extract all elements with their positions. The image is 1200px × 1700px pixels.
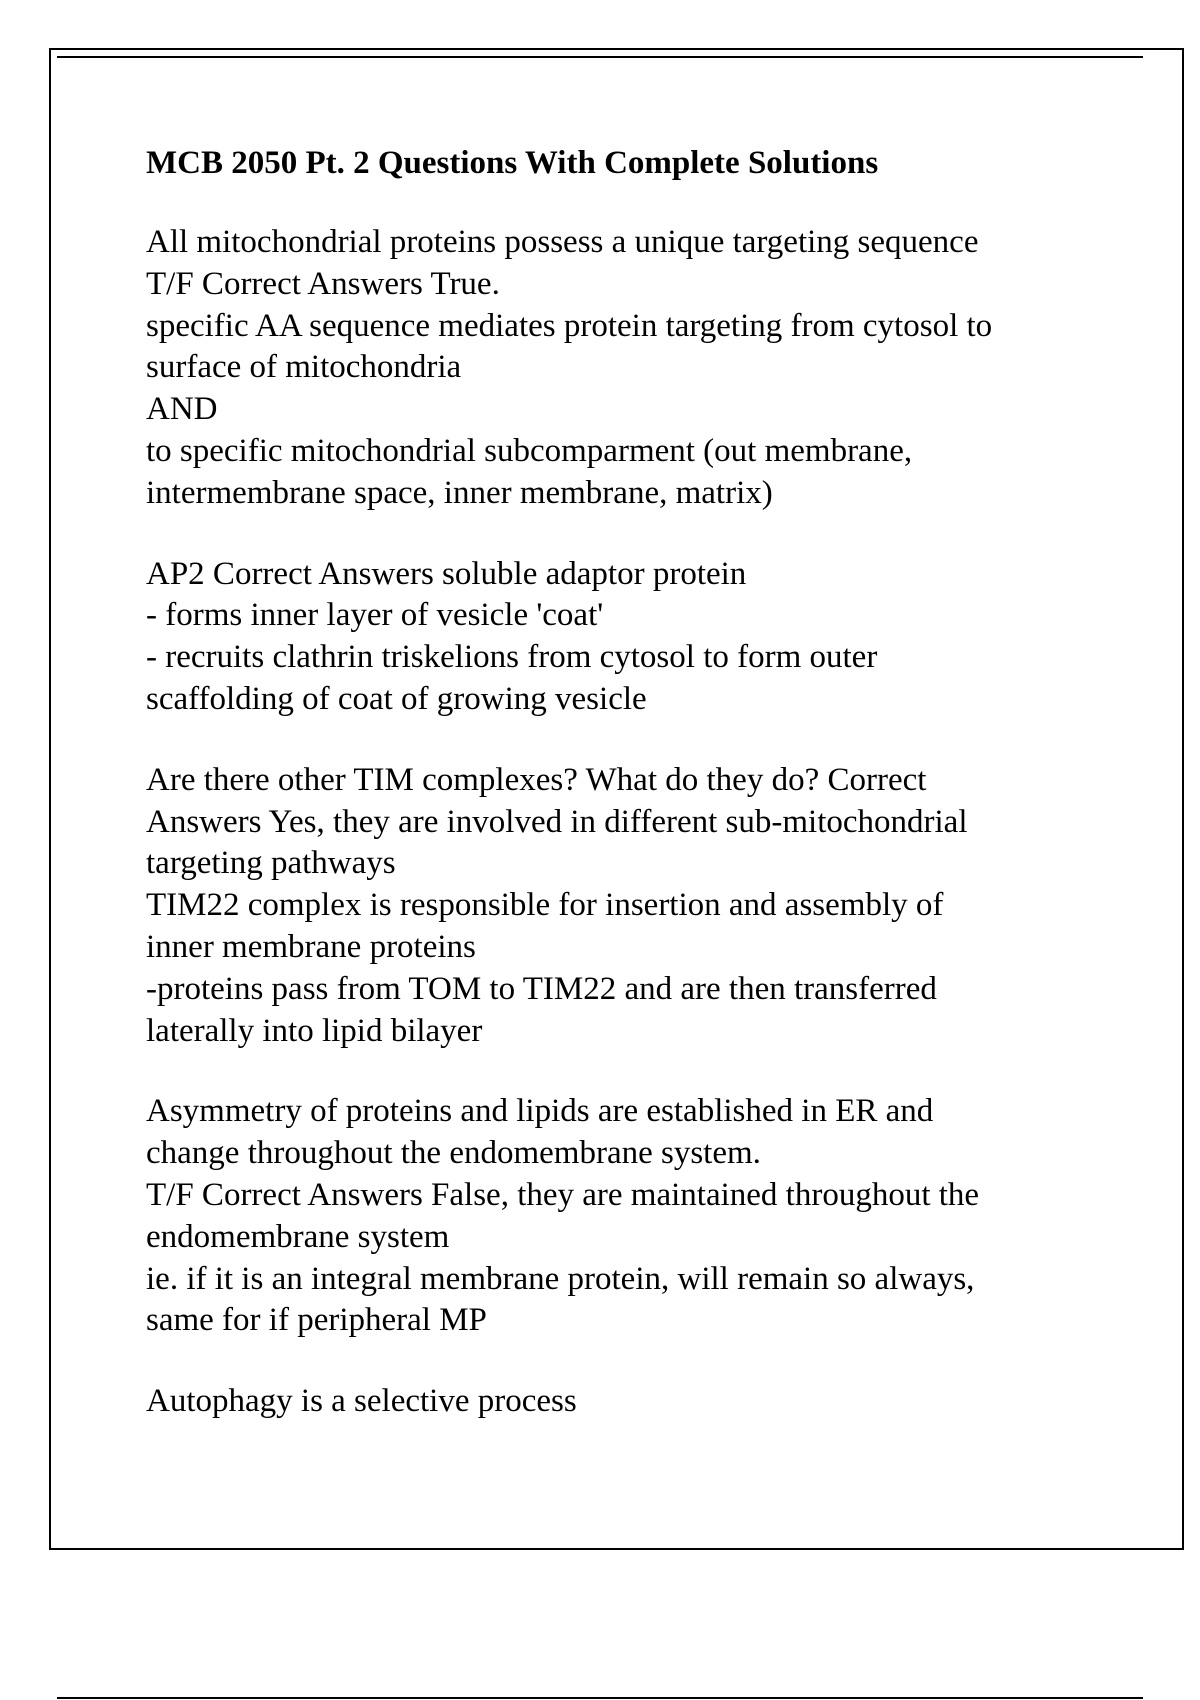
text-line: - forms inner layer of vesicle 'coat' xyxy=(146,597,604,634)
text-line: AND xyxy=(146,391,218,428)
text-line: change throughout the endomembrane system. xyxy=(146,1135,761,1172)
qa-block-ap2 xyxy=(146,554,1096,721)
text-line: laterally into lipid bilayer xyxy=(146,1012,483,1049)
text-line: intermembrane space, inner membrane, matrix) xyxy=(146,474,773,511)
text-line: All mitochondrial proteins possess a unique targeting sequence xyxy=(146,224,979,260)
text-line: scaffolding of coat of growing vesicle xyxy=(146,680,647,717)
text-line: TIM22 complex is responsible for insertion and assembly of xyxy=(146,887,944,924)
text-line: to specific mitochondrial subcomparment (out membrane, xyxy=(146,432,913,469)
text-line: Answers Yes, they are involved in different sub-mitochondrial xyxy=(146,803,968,840)
text-line: AP2 Correct Answers soluble adaptor protein xyxy=(146,555,747,592)
text-line: same for if peripheral MP xyxy=(146,1302,487,1339)
text-line: specific AA sequence mediates protein targeting from cytosol to xyxy=(146,307,993,344)
text-line: T/F Correct Answers False, they are maintained throughout the xyxy=(146,1176,980,1213)
bottom-rule xyxy=(57,1697,1143,1699)
text-line: Autophagy is a selective process xyxy=(146,1383,577,1420)
text-line: targeting pathways xyxy=(146,845,396,882)
qa-block-autophagy xyxy=(146,1381,1096,1423)
text-line: ie. if it is an integral membrane protein, will remain so always, xyxy=(146,1260,975,1297)
text-line: Are there other TIM complexes? What do they do? Correct xyxy=(146,761,927,798)
top-rule xyxy=(57,56,1143,58)
text-line: endomembrane system xyxy=(146,1218,450,1255)
qa-block-tim-complexes xyxy=(146,760,1096,1053)
qa-block-mitochondrial-targeting xyxy=(146,222,1096,515)
document-body xyxy=(146,142,1096,1462)
text-line: surface of mitochondria xyxy=(146,349,462,386)
qa-block-asymmetry xyxy=(146,1091,1096,1342)
text-line: inner membrane proteins xyxy=(146,928,476,965)
text-line: -proteins pass from TOM to TIM22 and are then transferred xyxy=(146,970,937,1007)
text-line: Asymmetry of proteins and lipids are established in ER and xyxy=(146,1093,934,1130)
text-line: - recruits clathrin triskelions from cytosol to form outer xyxy=(146,639,878,676)
text-line: T/F Correct Answers True. xyxy=(146,265,500,302)
document-title: MCB 2050 Pt. 2 Questions With Complete Solutions xyxy=(146,145,879,181)
